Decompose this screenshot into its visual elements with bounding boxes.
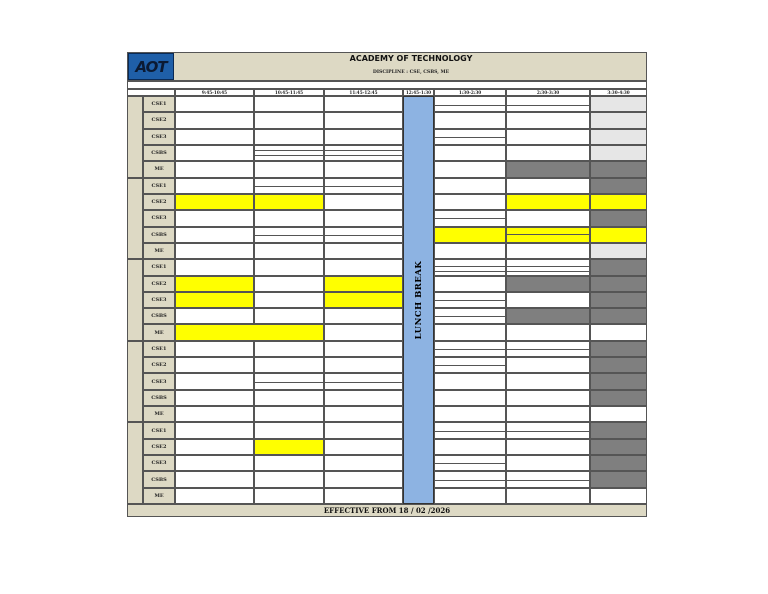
cell-divider — [506, 480, 590, 481]
timetable-cell — [254, 112, 324, 128]
timetable-cell — [590, 243, 647, 259]
timetable-cell — [590, 227, 647, 243]
timetable-cell — [175, 308, 254, 324]
timetable-cell — [324, 357, 403, 373]
timetable-cell — [590, 373, 647, 389]
time-slot-header: 2:30-3:30 — [506, 89, 590, 96]
header-gap-row — [127, 81, 647, 89]
timetable-cell — [324, 276, 403, 292]
class-label: CSE3 — [143, 210, 175, 226]
timetable-cell — [254, 308, 324, 324]
class-label: CSE3 — [143, 292, 175, 308]
day-cell — [127, 341, 143, 423]
timetable-cell — [254, 243, 324, 259]
class-label: CSE1 — [143, 96, 175, 112]
timetable-cell — [590, 422, 647, 438]
day-cell — [127, 96, 143, 178]
timetable-cell — [506, 276, 590, 292]
cell-divider — [434, 365, 506, 366]
timetable-cell — [324, 161, 403, 177]
class-label: CSE1 — [143, 178, 175, 194]
cell-divider — [506, 266, 590, 267]
class-label: ME — [143, 243, 175, 259]
timetable-cell — [506, 308, 590, 324]
timetable-cell — [434, 406, 506, 422]
time-slot-header: 9:45-10:45 — [175, 89, 254, 96]
timetable-cell — [175, 178, 254, 194]
timetable-cell — [324, 96, 403, 112]
timetable-cell — [324, 145, 403, 161]
timetable-cell — [175, 129, 254, 145]
timetable-cell — [324, 259, 403, 275]
cell-divider — [254, 382, 324, 383]
cell-divider — [434, 300, 506, 301]
timetable-cell — [434, 112, 506, 128]
cell-divider — [434, 266, 506, 267]
timetable-cell — [506, 488, 590, 504]
timetable-cell — [324, 129, 403, 145]
class-label: CSBS — [143, 390, 175, 406]
timetable-cell — [324, 243, 403, 259]
timetable-cell — [590, 406, 647, 422]
aot-logo — [128, 53, 174, 80]
timetable-cell — [434, 390, 506, 406]
timetable-cell — [175, 227, 254, 243]
timetable-cell — [254, 96, 324, 112]
timetable-cell — [175, 276, 254, 292]
timetable-sheet — [127, 52, 647, 517]
time-slot-header: 1:30-2:30 — [434, 89, 506, 96]
timetable-cell — [506, 390, 590, 406]
timetable-cell — [590, 129, 647, 145]
cell-divider — [434, 218, 506, 219]
cell-divider — [324, 186, 403, 187]
cell-divider — [434, 271, 506, 272]
cell-divider — [254, 155, 324, 156]
cell-divider — [506, 349, 590, 350]
cell-divider — [506, 271, 590, 272]
timetable-cell — [506, 243, 590, 259]
timetable-cell — [590, 145, 647, 161]
timetable-cell — [506, 455, 590, 471]
cell-divider — [506, 234, 590, 235]
cell-divider — [434, 480, 506, 481]
timetable-cell — [506, 112, 590, 128]
timetable-cell — [324, 341, 403, 357]
class-label: ME — [143, 488, 175, 504]
timetable-cell — [590, 194, 647, 210]
timetable-cell — [254, 161, 324, 177]
timetable-cell — [506, 178, 590, 194]
timetable-cell — [506, 373, 590, 389]
class-label: CSE3 — [143, 373, 175, 389]
timetable-cell — [590, 112, 647, 128]
day-cell — [127, 259, 143, 341]
timetable-cell — [175, 96, 254, 112]
timetable-cell — [434, 161, 506, 177]
timetable-cell — [254, 276, 324, 292]
timetable-cell — [324, 422, 403, 438]
class-label: CSE1 — [143, 259, 175, 275]
timetable-cell — [254, 406, 324, 422]
class-label: CSE2 — [143, 194, 175, 210]
effective-date-footer: EFFECTIVE FROM 18 / 02 /2026 — [127, 504, 647, 517]
class-label: ME — [143, 324, 175, 340]
timetable-cell — [506, 439, 590, 455]
timetable-cell — [254, 390, 324, 406]
class-label: ME — [143, 161, 175, 177]
timetable-cell — [590, 471, 647, 487]
timetable-cell — [590, 357, 647, 373]
timetable-cell — [324, 406, 403, 422]
class-label: ME — [143, 406, 175, 422]
timetable-cell — [175, 422, 254, 438]
timetable-cell — [590, 96, 647, 112]
timetable-cell — [590, 439, 647, 455]
class-label: CSE2 — [143, 357, 175, 373]
day-cell — [127, 422, 143, 504]
timetable-cell — [434, 259, 506, 275]
cell-divider — [254, 235, 324, 236]
timetable-cell — [254, 455, 324, 471]
timetable-cell — [324, 292, 403, 308]
cell-divider — [254, 186, 324, 187]
timetable-cell — [254, 210, 324, 226]
timetable-cell — [590, 292, 647, 308]
class-label: CSE3 — [143, 455, 175, 471]
timetable-cell — [175, 357, 254, 373]
cell-divider — [434, 349, 506, 350]
timetable-cell — [434, 243, 506, 259]
timetable-cell — [506, 129, 590, 145]
timetable-cell — [434, 373, 506, 389]
timetable-cell — [324, 194, 403, 210]
class-label: CSBS — [143, 145, 175, 161]
timetable-cell — [506, 357, 590, 373]
timetable-cell — [324, 390, 403, 406]
timetable-cell — [254, 129, 324, 145]
timetable-cell — [434, 488, 506, 504]
timetable-cell — [324, 455, 403, 471]
timetable-cell — [254, 357, 324, 373]
timetable-cell — [175, 194, 254, 210]
timetable-cell — [506, 161, 590, 177]
timetable-cell — [324, 439, 403, 455]
cell-divider — [506, 431, 590, 432]
timetable-cell — [590, 276, 647, 292]
timetable-cell — [434, 145, 506, 161]
timetable-cell — [434, 227, 506, 243]
lunch-break-label: LUNCH BREAK — [413, 260, 424, 340]
time-slot-header: 3:30-4:30 — [590, 89, 647, 96]
timetable-cell — [175, 455, 254, 471]
timetable-cell — [175, 243, 254, 259]
timetable-cell — [175, 292, 254, 308]
class-label: CSE2 — [143, 439, 175, 455]
timetable-cell — [506, 292, 590, 308]
page-title: ACADEMY OF TECHNOLOGY — [349, 54, 473, 63]
timetable-cell — [254, 471, 324, 487]
timetable-cell — [506, 145, 590, 161]
timetable-cell — [324, 112, 403, 128]
timetable-cell — [434, 194, 506, 210]
class-label: CSE3 — [143, 129, 175, 145]
timetable-cell — [590, 308, 647, 324]
timetable-cell — [434, 439, 506, 455]
timetable-cell — [590, 161, 647, 177]
class-label: CSE1 — [143, 341, 175, 357]
timetable-cell — [175, 488, 254, 504]
timetable-cell — [254, 439, 324, 455]
cell-divider — [254, 150, 324, 151]
cell-divider — [434, 105, 506, 106]
timetable-cell — [254, 259, 324, 275]
timetable-cell — [324, 471, 403, 487]
class-label: CSE2 — [143, 112, 175, 128]
timetable-cell — [506, 406, 590, 422]
timetable-cell — [324, 324, 403, 340]
timetable-cell — [175, 390, 254, 406]
timetable-cell — [590, 324, 647, 340]
cell-divider — [434, 316, 506, 317]
timetable-cell — [590, 488, 647, 504]
time-header-corner — [127, 89, 175, 96]
timetable-cell — [175, 471, 254, 487]
timetable-cell — [590, 455, 647, 471]
timetable-cell — [324, 210, 403, 226]
cell-divider — [434, 137, 506, 138]
cell-divider — [324, 155, 403, 156]
timetable-cell — [590, 178, 647, 194]
timetable-cell — [175, 406, 254, 422]
timetable-cell — [175, 341, 254, 357]
class-label: CSE1 — [143, 422, 175, 438]
discipline-label: DISCIPLINE : CSE, CSBS, ME — [372, 70, 450, 75]
timetable-cell — [506, 259, 590, 275]
cell-divider — [434, 431, 506, 432]
timetable-cell — [254, 145, 324, 161]
timetable-cell — [324, 488, 403, 504]
lunch-break-column — [403, 96, 434, 504]
timetable-cell — [434, 178, 506, 194]
timetable-cell — [254, 292, 324, 308]
timetable-cell — [175, 210, 254, 226]
time-slot-header: 12:45-1:30 — [403, 89, 434, 96]
timetable-cell — [175, 324, 324, 340]
timetable-cell — [590, 390, 647, 406]
cell-divider — [506, 105, 590, 106]
timetable-cell — [175, 145, 254, 161]
class-label: CSE2 — [143, 276, 175, 292]
timetable-cell — [324, 308, 403, 324]
time-slot-header: 10:45-11:45 — [254, 89, 324, 96]
timetable-cell — [175, 112, 254, 128]
class-label: CSBS — [143, 471, 175, 487]
timetable-cell — [175, 259, 254, 275]
timetable-cell — [506, 194, 590, 210]
timetable-cell — [175, 439, 254, 455]
timetable-cell — [434, 324, 506, 340]
cell-divider — [324, 150, 403, 151]
timetable-cell — [590, 341, 647, 357]
timetable-cell — [175, 373, 254, 389]
cell-divider — [324, 235, 403, 236]
class-label: CSBS — [143, 308, 175, 324]
timetable-cell — [254, 194, 324, 210]
timetable-cell — [590, 259, 647, 275]
timetable-cell — [254, 422, 324, 438]
cell-divider — [434, 463, 506, 464]
timetable-cell — [254, 341, 324, 357]
timetable-cell — [254, 488, 324, 504]
day-cell — [127, 178, 143, 260]
timetable-cell — [590, 210, 647, 226]
class-label: CSBS — [143, 227, 175, 243]
timetable-cell — [434, 276, 506, 292]
timetable-cell — [506, 324, 590, 340]
timetable-cell — [175, 161, 254, 177]
time-slot-header: 11:45-12:45 — [324, 89, 403, 96]
timetable-cell — [506, 210, 590, 226]
logo-text: AOT — [135, 57, 167, 76]
cell-divider — [324, 382, 403, 383]
